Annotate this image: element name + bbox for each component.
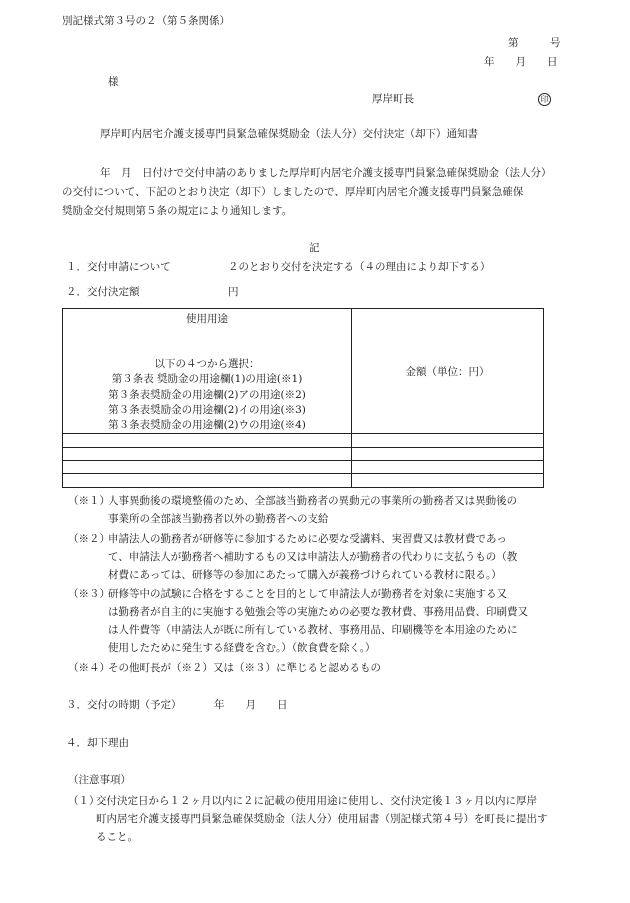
usage-option: 第３条表奨励金の用途欄(2)ウの用途(※4) (108, 419, 306, 432)
ki-heading: 記 (309, 242, 320, 254)
note-3-line: は人件費等（申請法人が既に所有している教材、事務用品、印刷機等を本用途のために (108, 624, 518, 637)
note-3-line: 研修等中の試験に合格をすることを目的として申請法人が勤務者を対象に実施する又 (108, 588, 507, 600)
item1-label: １．交付申請について (66, 261, 171, 273)
amount-cell[interactable] (352, 474, 544, 487)
usage-cell[interactable] (63, 434, 352, 447)
note-1-label: （※１） (68, 495, 110, 507)
note-2-line: 材費にあっては、研修等の参加にあたって購入が義務づけられている教材に限る。） (108, 569, 502, 582)
item2-label: ２．交付決定額 (66, 286, 140, 298)
intro-line-3: 奨励金交付規則第５条の規定により通知します。 (62, 205, 293, 217)
note-3-line: 使用したために発生する経費を含む。）（飲食費を除く。） (108, 642, 376, 655)
caution-heading: （注意事項） (68, 774, 131, 786)
usage-column-header: 使用用途 (186, 313, 228, 325)
usage-cell[interactable] (63, 474, 352, 487)
document-number: 第 号 (508, 37, 561, 49)
usage-header-cell (63, 309, 352, 434)
issuer: 厚岸町長 (372, 93, 414, 105)
document-title: 厚岸町内居宅介護支援専門員緊急確保奨励金（法人分）交付決定（却下）通知書 (100, 128, 478, 140)
form-number: 別記様式第３号の２（第５条関係） (62, 15, 230, 27)
table-row (63, 434, 544, 447)
note-3-line: は勤務者が自主的に実施する勉強会等の実施ための必要な教材費、事務用品費、印刷費又 (108, 606, 528, 619)
usage-option: 第３条表 奨励金の用途欄(1)の用途(※1) (111, 373, 303, 386)
amount-header-cell (352, 309, 544, 434)
caution-line: 交付決定日から１２ヶ月以内に２に記載の使用用途に使用し、交付決定後１３ヶ月以内に厚岸 (96, 795, 537, 807)
usage-cell[interactable] (63, 447, 352, 460)
item3-label: ３．交付の時期（予定） (66, 699, 182, 711)
recipient: 様 (108, 76, 119, 88)
note-4-label: （※４） (68, 662, 110, 674)
caution-line: ること。 (96, 831, 138, 844)
item1-text: ２のとおり交付を決定する（４の理由により却下する） (228, 261, 491, 273)
amount-cell[interactable] (352, 461, 544, 474)
note-2-line: 申請法人の勤務者が研修等に参加するために必要な受講料、実習費又は教材費であっ (108, 533, 507, 545)
intro-line-1: 年 月 日付けで交付申請のありました厚岸町内居宅介護支援専門員緊急確保奨励金（法人分） (100, 167, 552, 179)
intro-line-2: の交付について、下記のとおり決定（却下）しましたので、厚岸町内居宅介護支援専門員緊急確保 (62, 186, 524, 198)
table-row (63, 447, 544, 460)
table-row (63, 461, 544, 474)
note-3-label: （※３） (68, 588, 110, 600)
note-2-line: て、申請法人が勤務者へ補助するもの又は申請法人が勤務者の代わりに支払うもの（教 (108, 551, 518, 564)
seal-icon (538, 93, 551, 106)
amount-cell[interactable] (352, 434, 544, 447)
caution-item-1-label: （１） (68, 795, 100, 807)
note-4-line: その他町長が（※２）又は（※３）に準じると認めるもの (108, 662, 381, 674)
amount-column-header: 金額（単位：円） (405, 365, 490, 378)
usage-table (62, 308, 544, 488)
item4-label: ４．却下理由 (66, 737, 129, 749)
table-row (63, 474, 544, 487)
amount-cell[interactable] (352, 447, 544, 460)
note-2-label: （※２） (68, 533, 110, 545)
usage-option: 第３条表奨励金の用途欄(2)イの用途(※3) (108, 403, 306, 416)
note-1-line: 事業所の全部該当勤務者以外の勤務者への支給 (108, 513, 329, 526)
select-prompt: 以下の４つから選択： (154, 358, 260, 371)
seal-mark: 印 (538, 93, 551, 106)
usage-option: 第３条表奨励金の用途欄(2)アの用途(※2) (108, 388, 306, 401)
item3-date: 年 月 日 (214, 699, 288, 711)
item2-unit: 円 (228, 286, 239, 298)
caution-line: 町内居宅介護支援専門員緊急確保奨励金（法人分）使用届書（別記様式第４号）を町長に提出す (96, 813, 548, 826)
document-date: 年 月 日 (484, 56, 558, 68)
note-1-line: 人事異動後の環境整備のため、全部該当勤務者の異動元の事業所の勤務者又は異動後の (108, 495, 518, 507)
usage-cell[interactable] (63, 461, 352, 474)
